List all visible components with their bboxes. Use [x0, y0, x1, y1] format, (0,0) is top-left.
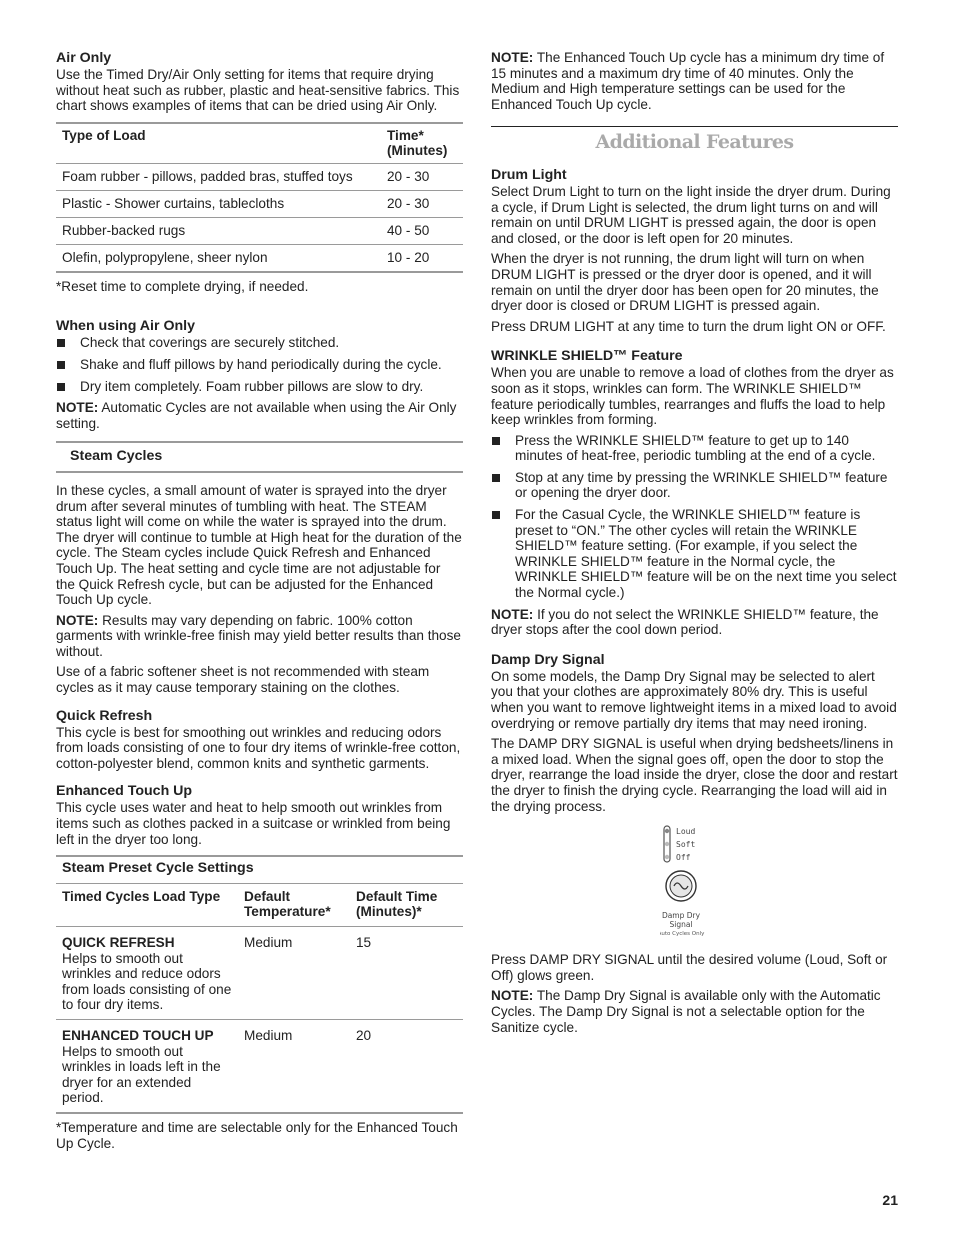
damp-dry-note: NOTE: The Damp Dry Signal is available only with the Automatic Cycles. The Damp Dry Signal is not a selectable option for the Sanitize cycle. [491, 988, 881, 1035]
left-column [56, 50, 463, 1156]
table-row [56, 244, 463, 271]
list-item: Shake and fluff pillows by hand periodically during the cycle. [56, 357, 463, 373]
panel-label-line1: Damp Dry [661, 911, 700, 921]
steam-intro: In these cycles, a small amount of water is sprayed into the dryer drum after several minutes of tumbling with heat. The STEAM status light will come on while the water is sprayed into the drum. The dryer will continue to tumble at High heat for the duration of the cycle. The Steam cycles include Quick Refresh and Enhanced Touch Up. The heat setting and cycle time are not adjustable for the Quick Refresh cycle, but can be adjusted for the Enhanced Touch Up cycle. [56, 482, 462, 608]
temperature-cell: Medium [244, 935, 293, 950]
damp-dry-text-2: The DAMP DRY SIGNAL is useful when drying bedsheets/linens in a mixed load. When the signal goes off, open the door to stop the dryer, rearrange the load inside the dryer, close the door and restart the dryer to finish the drying cycle. Rearranging the load will aid in the drying process. [491, 736, 898, 814]
enhanced-limits-note: NOTE: The Enhanced Touch Up cycle has a minimum dry time of 15 minutes and a maximum dry time of 40 minutes. Only the Medium and High temperature settings can be used for the Enhanced Touch Up cycle. [491, 50, 885, 112]
time-cell: 15 [356, 935, 372, 950]
wrinkle-shield-note: NOTE: If you do not select the WRINKLE SHIELD™ feature, the dryer stops after the cool down period. [491, 606, 879, 638]
column-header-load-type: Timed Cycles Load Type [62, 888, 221, 904]
load-cell: Foam rubber - pillows, padded bras, stuffed toys [62, 168, 353, 184]
cycle-cell: QUICK REFRESH Helps to smooth out wrinkles and reduce odors from loads consisting of one to four dry items. [62, 935, 232, 1013]
table-header-row [56, 884, 463, 927]
steam-note: NOTE: Results may vary depending on fabric. 100% cotton garments with wrinkle-free finish may yield better results than those without. [56, 612, 461, 659]
list-item: Stop at any time by pressing the WRINKLE SHIELD™ feature or opening the dryer door. [491, 470, 898, 501]
list-item: Dry item completely. Foam rubber pillows are slow to dry. [56, 379, 463, 395]
wrinkle-shield-list [491, 433, 898, 601]
preset-footnote: *Temperature and time are selectable only for the Enhanced Touch Up Cycle. [56, 1119, 458, 1151]
quick-refresh-text: This cycle is best for smoothing out wrinkles and reducing odors from loads consisting of one to four dry items of wrinkle-free cotton, cotton-polyester blend, common knits and synthetic garments. [56, 724, 461, 771]
square-bullet-icon [492, 474, 500, 482]
time-cell: 40 - 50 [387, 222, 430, 238]
damp-dry-text-1: On some models, the Damp Dry Signal may be selected to alert you that your clothes are approximately 80% dry. This is useful when you want to remove lightweight items in a mixed load to avoid overdrying or remove partially dry items that may need ironing. [491, 668, 897, 731]
air-only-table [56, 122, 463, 273]
wrinkle-shield-heading: WRINKLE SHIELD™ Feature [491, 348, 683, 365]
drum-light-text-3: Press DRUM LIGHT at any time to turn the drum light ON or OFF. [491, 318, 886, 334]
air-only-note: NOTE: Automatic Cycles are not available when using the Air Only setting. [56, 400, 457, 431]
time-cell: 20 [356, 1027, 372, 1043]
section-divider [491, 126, 898, 127]
table-row [56, 217, 463, 244]
list-item: Check that coverings are securely stitched. [56, 335, 463, 351]
list-item: Press the WRINKLE SHIELD™ feature to get up to 140 minutes of heat-free, periodic tumbling at the end of a cycle. [491, 433, 898, 464]
steam-preset-title: Steam Preset Cycle Settings [56, 857, 463, 884]
steam-softener-text: Use of a fabric softener sheet is not recommended with steam cycles as it may cause temporary staining on the clothes. [56, 664, 430, 696]
panel-option-off: Off [675, 853, 690, 863]
table-row [56, 927, 463, 1019]
table-row [56, 190, 463, 217]
damp-dry-signal-panel [660, 824, 730, 942]
steam-preset-table [56, 855, 463, 1114]
enhanced-touch-up-text: This cycle uses water and heat to help smooth out wrinkles from items such as clothes packed in a suitcase or wrinkled from being left in the dryer too long. [56, 800, 451, 847]
air-only-footnote: *Reset time to complete drying, if needed. [56, 278, 309, 294]
square-bullet-icon [57, 383, 65, 391]
load-cell: Olefin, polypropylene, sheer nylon [62, 249, 268, 265]
panel-option-loud: Loud [675, 827, 695, 837]
steam-cycles-banner: Steam Cycles [56, 441, 463, 473]
column-header-time: Time* (Minutes) [387, 127, 448, 159]
when-air-only-heading: When using Air Only [56, 318, 195, 335]
load-cell: Rubber-backed rugs [62, 222, 186, 238]
time-cell: 10 - 20 [387, 249, 430, 265]
table-row [56, 164, 463, 190]
load-cell: Plastic - Shower curtains, tablecloths [62, 195, 285, 211]
list-item: For the Casual Cycle, the WRINKLE SHIELD™ feature is preset to “ON.” The other cycles will retain the WRINKLE SHIELD™ feature setting. (For example, if you select the WRINKLE SHIELD™ feature in the Normal cycle, the WRINKLE SHIELD™ feature will be on the next time you select the Normal cycle.) [491, 507, 898, 601]
cycle-cell: ENHANCED TOUCH UP Helps to smooth out wrinkles in loads left in the dryer for an extended period. [62, 1027, 221, 1106]
panel-sublabel: Auto Cycles Only [659, 931, 704, 938]
square-bullet-icon [492, 511, 500, 519]
enhanced-touch-up-heading: Enhanced Touch Up [56, 783, 193, 800]
column-header-load: Type of Load [62, 127, 146, 143]
time-cell: 20 - 30 [387, 168, 430, 184]
quick-refresh-heading: Quick Refresh [56, 707, 153, 724]
drum-light-text-2: When the dryer is not running, the drum light will turn on when DRUM LIGHT is pressed or the dryer door is opened, and it will remain on until the dryer door has been open for 20 minutes, the dryer door is closed or DRUM LIGHT is pressed again. [491, 251, 879, 314]
damp-dry-panel-illustration [660, 824, 730, 942]
table-row [56, 1019, 463, 1112]
temperature-cell: Medium [244, 1027, 293, 1043]
square-bullet-icon [57, 339, 65, 347]
time-cell: 20 - 30 [387, 195, 430, 211]
drum-light-text-1: Select Drum Light to turn on the light inside the dryer drum. During a cycle, if Drum Light is selected, the drum light turns on and will remain on until DRUM LIGHT is pressed again, the door is open and closed, or the door is left open for 20 minutes. [491, 183, 891, 246]
panel-option-soft: Soft [675, 840, 695, 850]
panel-label-line2: Signal [668, 920, 693, 930]
damp-dry-heading: Damp Dry Signal [491, 651, 605, 668]
wrinkle-shield-intro: When you are unable to remove a load of clothes from the dryer as soon as it stops, wrinkles can form. The WRINKLE SHIELD™ feature periodically tumbles, rearranges and fluffs the load to help keep wrinkles from forming. [491, 365, 894, 428]
drum-light-heading: Drum Light [491, 166, 567, 183]
column-header-time: Default Time (Minutes)* [356, 888, 438, 920]
square-bullet-icon [492, 437, 500, 445]
table-header-row [56, 124, 463, 164]
when-air-only-list [56, 335, 463, 394]
air-only-heading: Air Only [56, 50, 112, 66]
right-column [491, 50, 898, 1040]
additional-features-heading: Additional Features [595, 131, 794, 154]
page-number: 21 [882, 1192, 898, 1208]
square-bullet-icon [57, 361, 65, 369]
damp-dry-text-3: Press DAMP DRY SIGNAL until the desired volume (Loud, Soft or Off) glows green. [491, 952, 888, 983]
air-only-intro: Use the Timed Dry/Air Only setting for items that require drying without heat such as rubber, plastic and heat-sensitive fabrics. This chart shows examples of items that can be dried using Air Only. [56, 67, 460, 114]
column-header-temperature: Default Temperature* [244, 888, 331, 920]
